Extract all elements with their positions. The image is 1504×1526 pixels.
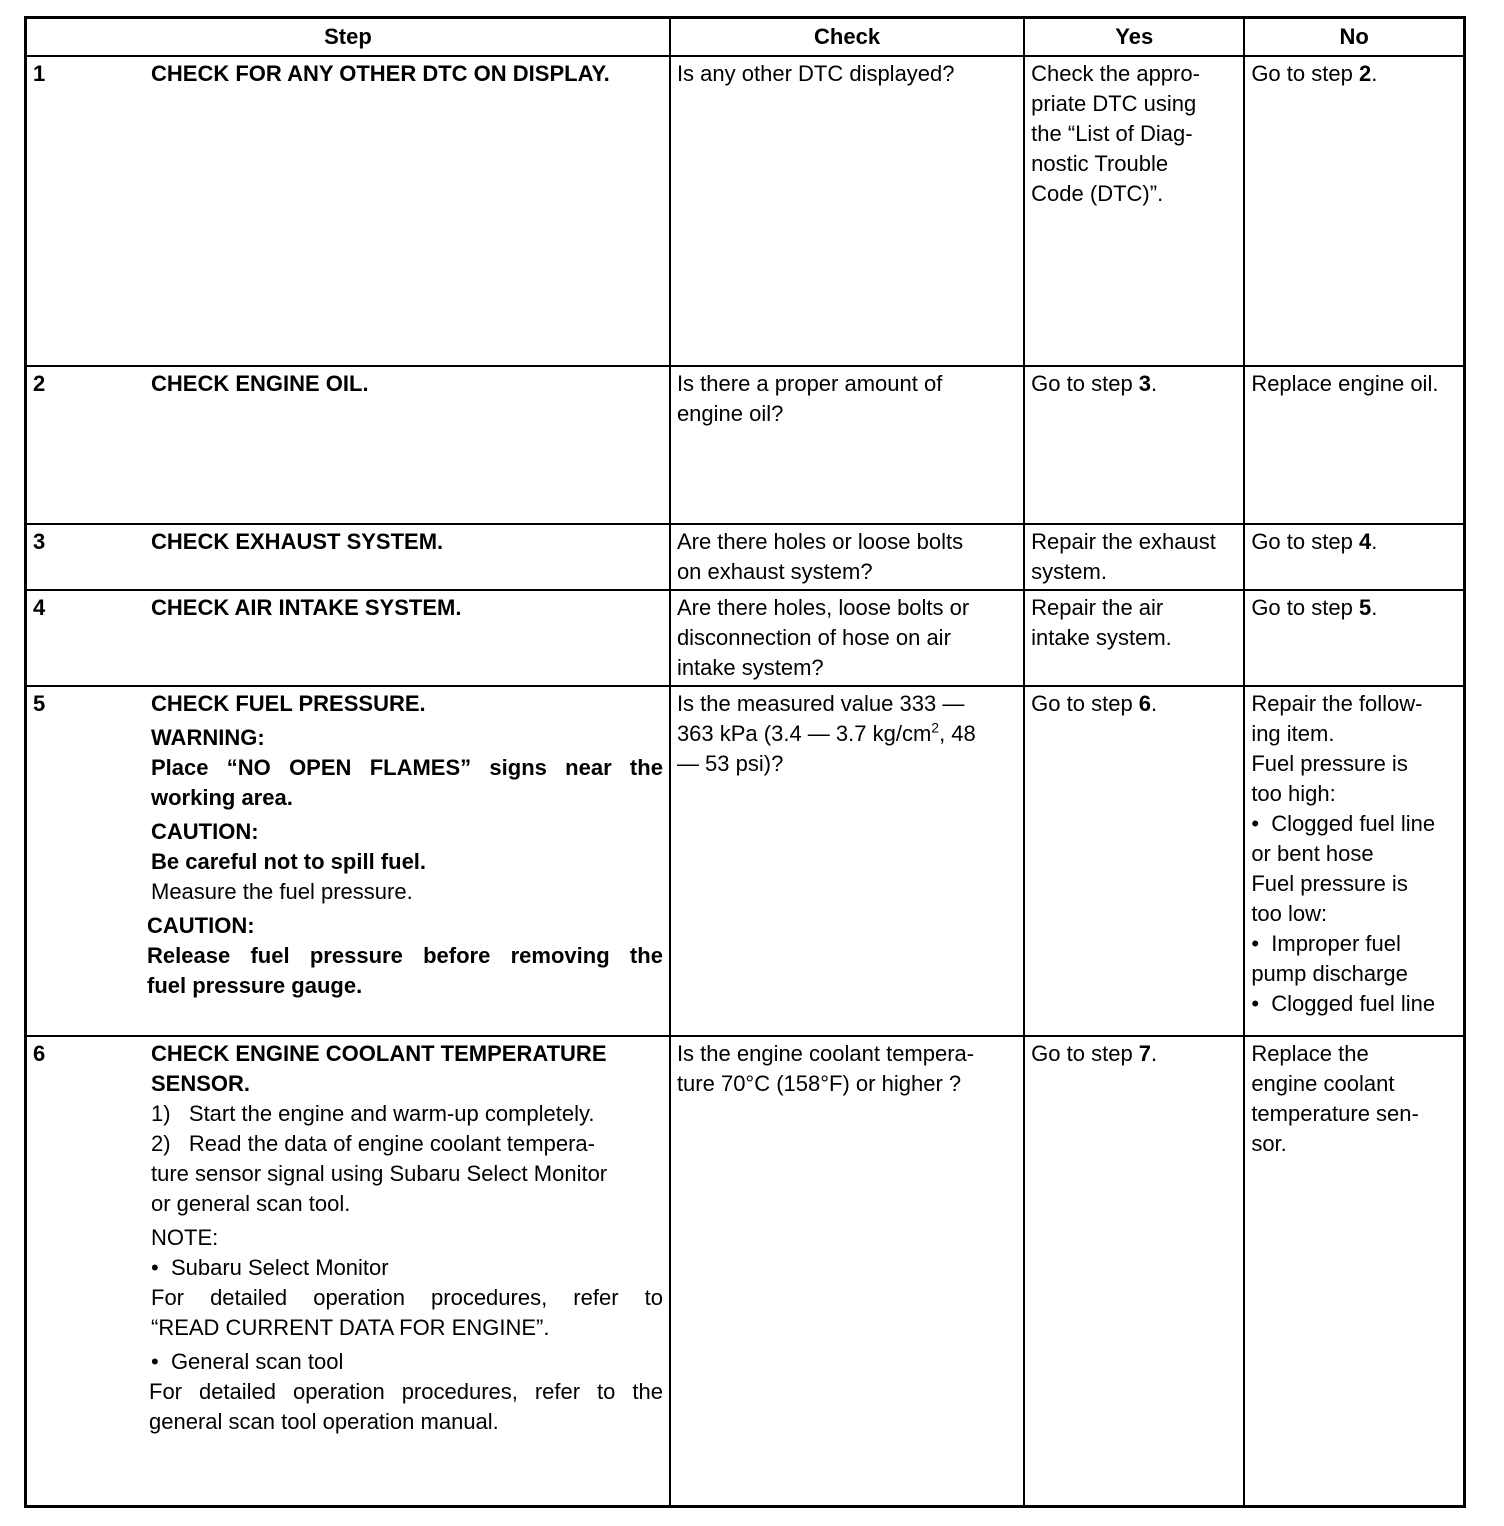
check-line: intake system? <box>676 655 824 680</box>
yes-line: system. <box>1031 559 1107 584</box>
step-title: SENSOR. <box>151 1071 251 1096</box>
no-line: or bent hose <box>1251 841 1374 866</box>
step-title: CHECK FUEL PRESSURE. <box>151 691 426 716</box>
step-cell <box>26 590 670 686</box>
note-bullet <box>151 1347 663 1377</box>
yes-text: . <box>1151 371 1158 396</box>
step-cell <box>26 686 670 1036</box>
no-line: ing item. <box>1251 721 1335 746</box>
instruction-text: Measure the fuel pressure. <box>151 879 413 904</box>
caution-text: fuel pressure gauge. <box>147 973 363 998</box>
caution-label: CAUTION: <box>151 819 259 844</box>
instruction-text: 1) Start the engine and warm-up completely. <box>151 1101 595 1126</box>
no-text: Go to step <box>1251 61 1359 86</box>
check-line: Is the engine coolant tempera- <box>676 1041 975 1066</box>
yes-cell <box>1024 56 1244 366</box>
bullet-text: Clogged fuel line <box>1271 811 1436 836</box>
bullet-text: Clogged fuel line <box>1271 991 1436 1016</box>
no-line: too high: <box>1251 781 1336 806</box>
bullet-icon <box>1251 931 1271 956</box>
check-line: engine oil? <box>676 401 784 426</box>
bullet-icon <box>1251 991 1271 1016</box>
check-line: disconnection of hose on air <box>676 625 951 650</box>
yes-cell <box>1024 686 1244 1036</box>
check-line <box>677 719 1017 749</box>
header-row <box>26 18 1465 57</box>
yes-text: . <box>1151 691 1158 716</box>
note-bullet <box>151 1253 663 1283</box>
instruction-text: 2) Read the data of engine coolant tempera- <box>151 1131 595 1156</box>
diagnostic-table <box>24 16 1466 1508</box>
step-cell <box>26 56 670 366</box>
no-line: Fuel pressure is <box>1251 871 1408 896</box>
yes-line: Code (DTC)”. <box>1031 181 1164 206</box>
no-text: . <box>1371 529 1378 554</box>
warning-label: WARNING: <box>151 725 265 750</box>
no-text: Go to step <box>1251 529 1359 554</box>
check-line: Is there a proper amount of <box>676 371 943 396</box>
no-line: pump discharge <box>1251 961 1408 986</box>
bullet-text: Subaru Select Monitor <box>170 1255 389 1280</box>
check-line: on exhaust system? <box>676 559 873 584</box>
step-number: 4 <box>33 595 46 620</box>
bullet-icon <box>151 1255 171 1280</box>
yes-line: Repair the exhaust <box>1031 529 1216 554</box>
note-text: “READ CURRENT DATA FOR ENGINE”. <box>151 1315 550 1340</box>
yes-cell <box>1024 366 1244 524</box>
step-title: CHECK ENGINE OIL. <box>151 371 369 396</box>
no-line: temperature sen- <box>1251 1101 1419 1126</box>
step-ref: 7 <box>1138 1041 1152 1066</box>
step-cell <box>26 524 670 590</box>
no-line: Repair the follow- <box>1251 691 1423 716</box>
yes-text: Go to step <box>1031 1041 1139 1066</box>
yes-text: Go to step <box>1031 371 1139 396</box>
no-line: Replace the <box>1251 1041 1369 1066</box>
check-line: Are there holes, loose bolts or <box>676 595 970 620</box>
table-row <box>26 590 1465 686</box>
yes-text: Go to step <box>1031 691 1139 716</box>
no-cell <box>1244 590 1464 686</box>
yes-line: the “List of Diag- <box>1031 121 1193 146</box>
warning-text: working area. <box>151 785 293 810</box>
warning-text: Place “NO OPEN FLAMES” signs near the <box>151 755 663 780</box>
table-row <box>26 366 1465 524</box>
yes-cell <box>1024 1036 1244 1507</box>
step-cell <box>26 1036 670 1507</box>
table-row <box>26 56 1465 366</box>
check-cell <box>670 1036 1024 1507</box>
no-bullet <box>1251 929 1457 959</box>
step-title: CHECK EXHAUST SYSTEM. <box>151 529 444 554</box>
no-cell <box>1244 524 1464 590</box>
caution-text: Release fuel pressure before removing the <box>147 943 663 968</box>
no-bullet <box>1251 809 1457 839</box>
header-yes: Yes <box>1024 18 1244 57</box>
bullet-icon <box>151 1349 171 1374</box>
check-cell <box>670 686 1024 1036</box>
step-cell <box>26 366 670 524</box>
superscript: 2 <box>931 719 940 736</box>
step-number: 1 <box>33 61 46 86</box>
instruction-text: ture sensor signal using Subaru Select Monitor <box>151 1161 608 1186</box>
step-number: 6 <box>33 1041 46 1066</box>
caution-label: CAUTION: <box>147 913 255 938</box>
step-ref: 4 <box>1358 529 1372 554</box>
table-row <box>26 1036 1465 1507</box>
no-line: sor. <box>1251 1131 1287 1156</box>
step-number: 3 <box>33 529 46 554</box>
step-ref: 3 <box>1138 371 1152 396</box>
no-cell <box>1244 1036 1464 1507</box>
table-row <box>26 686 1465 1036</box>
check-text: Is any other DTC displayed? <box>676 61 955 86</box>
note-label: NOTE: <box>151 1225 219 1250</box>
check-line: ture 70°C (158°F) or higher ? <box>676 1071 962 1096</box>
check-cell <box>670 56 1024 366</box>
no-text: . <box>1371 61 1378 86</box>
yes-cell <box>1024 590 1244 686</box>
no-line: too low: <box>1251 901 1328 926</box>
instruction-text: or general scan tool. <box>151 1191 351 1216</box>
no-text: Go to step <box>1251 595 1359 620</box>
yes-line: Check the appro- <box>1031 61 1200 86</box>
header-step: Step <box>26 18 670 57</box>
check-text: 363 kPa (3.4 — 3.7 kg/cm <box>676 721 932 746</box>
yes-line: priate DTC using <box>1031 91 1197 116</box>
no-bullet <box>1251 989 1457 1019</box>
no-cell <box>1244 366 1464 524</box>
no-cell <box>1244 686 1464 1036</box>
yes-text: . <box>1151 1041 1158 1066</box>
yes-line: nostic Trouble <box>1031 151 1169 176</box>
check-text: , 48 <box>939 721 976 746</box>
check-line: Is the measured value 333 — <box>676 691 965 716</box>
no-cell <box>1244 56 1464 366</box>
bullet-icon <box>1251 811 1271 836</box>
yes-line: Repair the air <box>1031 595 1164 620</box>
step-number: 5 <box>33 691 46 716</box>
note-text: general scan tool operation manual. <box>149 1409 499 1434</box>
step-title: CHECK FOR ANY OTHER DTC ON DISPLAY. <box>151 61 610 86</box>
no-line: Fuel pressure is <box>1251 751 1408 776</box>
note-text: For detailed operation procedures, refer to the <box>149 1379 663 1404</box>
yes-line: intake system. <box>1031 625 1172 650</box>
note-text: For detailed operation procedures, refer to <box>151 1285 663 1310</box>
check-cell <box>670 590 1024 686</box>
check-line: — 53 psi)? <box>676 751 784 776</box>
check-cell <box>670 366 1024 524</box>
table-row <box>26 524 1465 590</box>
step-ref: 5 <box>1358 595 1372 620</box>
step-ref: 2 <box>1358 61 1372 86</box>
yes-cell <box>1024 524 1244 590</box>
step-number: 2 <box>33 371 46 396</box>
header-no: No <box>1244 18 1464 57</box>
check-line: Are there holes or loose bolts <box>676 529 964 554</box>
check-cell <box>670 524 1024 590</box>
no-text: Replace engine oil. <box>1251 371 1439 396</box>
caution-text: Be careful not to spill fuel. <box>151 849 427 874</box>
bullet-text: Improper fuel <box>1271 931 1401 956</box>
no-line: engine coolant <box>1251 1071 1395 1096</box>
step-ref: 6 <box>1138 691 1152 716</box>
no-text: . <box>1371 595 1378 620</box>
header-check: Check <box>670 18 1024 57</box>
step-title: CHECK AIR INTAKE SYSTEM. <box>151 595 462 620</box>
step-title: CHECK ENGINE COOLANT TEMPERATURE <box>151 1041 607 1066</box>
bullet-text: General scan tool <box>170 1349 344 1374</box>
